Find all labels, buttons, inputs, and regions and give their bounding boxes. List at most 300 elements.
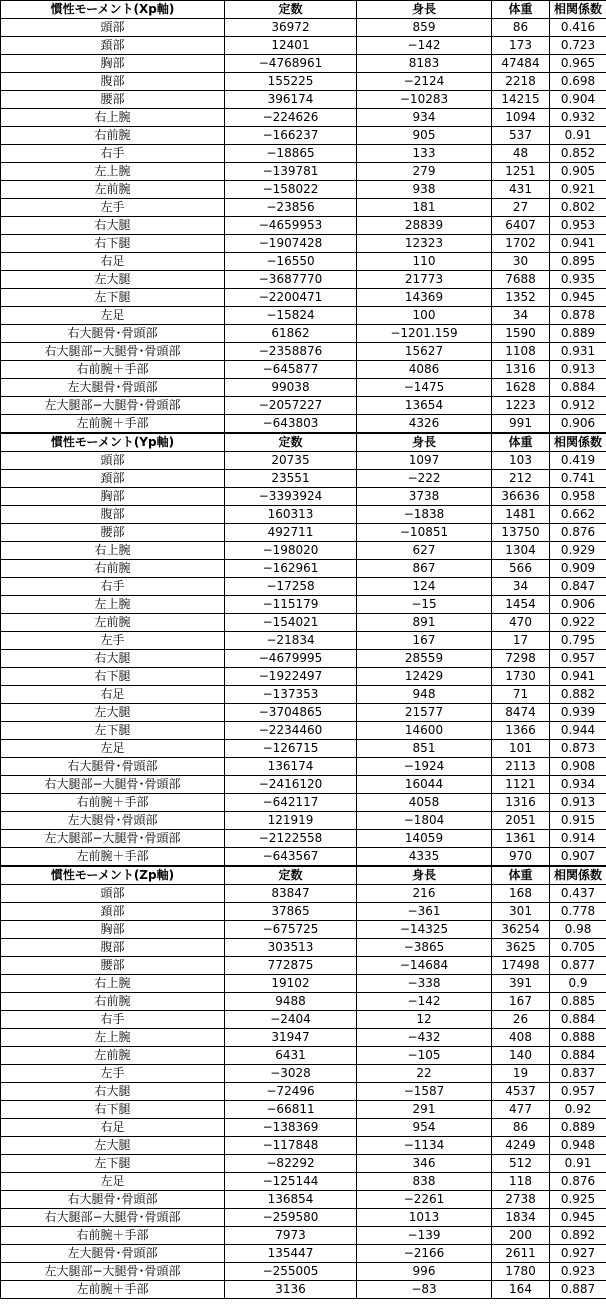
value-cell-weight: 408 [492, 1029, 550, 1047]
table-row [1, 596, 606, 614]
value-cell-correlation: 0.958 [550, 488, 606, 506]
value-cell-height: −139 [357, 1227, 492, 1245]
value-cell-weight: 30 [492, 253, 550, 271]
table-row [1, 1281, 606, 1299]
value-cell-correlation: 0.913 [550, 794, 606, 812]
value-cell-height: 110 [357, 253, 492, 271]
value-cell-correlation: 0.907 [550, 848, 606, 867]
table-row [1, 740, 606, 758]
table-row [1, 253, 606, 271]
column-header-height: 身長 [357, 1, 492, 19]
value-cell-weight: 7298 [492, 650, 550, 668]
value-cell-height: −14684 [357, 957, 492, 975]
value-cell-weight: 2738 [492, 1191, 550, 1209]
value-cell-correlation: 0.878 [550, 307, 606, 325]
value-cell-correlation: 0.905 [550, 163, 606, 181]
body-part-cell: 左大腿 [1, 704, 225, 722]
value-cell-weight: 1251 [492, 163, 550, 181]
body-part-cell: 右足 [1, 253, 225, 271]
table-row [1, 361, 606, 379]
value-cell-height: 279 [357, 163, 492, 181]
body-part-cell: 右上腕 [1, 542, 225, 560]
value-cell-correlation: 0.889 [550, 1119, 606, 1137]
value-cell-constant: 20735 [225, 452, 357, 470]
body-part-cell: 右大腿 [1, 1083, 225, 1101]
value-cell-height: −222 [357, 470, 492, 488]
value-cell-correlation: 0.931 [550, 343, 606, 361]
value-cell-height: 938 [357, 181, 492, 199]
body-part-cell: 頭部 [1, 885, 225, 903]
table-row [1, 794, 606, 812]
value-cell-height: −1134 [357, 1137, 492, 1155]
table-row [1, 109, 606, 127]
table-row [1, 1011, 606, 1029]
body-part-cell: 左下腿 [1, 722, 225, 740]
value-cell-height: −1924 [357, 758, 492, 776]
value-cell-height: −1838 [357, 506, 492, 524]
body-part-cell: 左下腿 [1, 289, 225, 307]
body-part-cell: 左足 [1, 740, 225, 758]
value-cell-weight: 8474 [492, 704, 550, 722]
value-cell-constant: −198020 [225, 542, 357, 560]
value-cell-weight: 1316 [492, 361, 550, 379]
value-cell-correlation: 0.437 [550, 885, 606, 903]
value-cell-correlation: 0.945 [550, 1209, 606, 1227]
value-cell-correlation: 0.876 [550, 1173, 606, 1191]
table-row [1, 975, 606, 993]
value-cell-constant: −643803 [225, 415, 357, 434]
table-row [1, 524, 606, 542]
table-row [1, 560, 606, 578]
value-cell-weight: 17498 [492, 957, 550, 975]
value-cell-height: 124 [357, 578, 492, 596]
value-cell-constant: 303513 [225, 939, 357, 957]
body-part-cell: 右手 [1, 578, 225, 596]
value-cell-constant: −23856 [225, 199, 357, 217]
value-cell-constant: −645877 [225, 361, 357, 379]
value-cell-height: −432 [357, 1029, 492, 1047]
value-cell-height: 181 [357, 199, 492, 217]
column-header-weight: 体重 [492, 433, 550, 452]
value-cell-correlation: 0.802 [550, 199, 606, 217]
value-cell-height: −15 [357, 596, 492, 614]
value-cell-constant: −138369 [225, 1119, 357, 1137]
value-cell-constant: −2358876 [225, 343, 357, 361]
value-cell-height: 627 [357, 542, 492, 560]
value-cell-correlation: 0.965 [550, 55, 606, 73]
value-cell-constant: 160313 [225, 506, 357, 524]
value-cell-height: 996 [357, 1263, 492, 1281]
value-cell-weight: 47484 [492, 55, 550, 73]
value-cell-weight: 1590 [492, 325, 550, 343]
value-cell-weight: 34 [492, 307, 550, 325]
value-cell-height: 905 [357, 127, 492, 145]
value-cell-weight: 1481 [492, 506, 550, 524]
section-title: 慣性モーメント(Yp軸) [1, 433, 225, 452]
body-part-cell: 右前腕＋手部 [1, 794, 225, 812]
column-header-weight: 体重 [492, 866, 550, 885]
value-cell-weight: 1352 [492, 289, 550, 307]
value-cell-weight: 1121 [492, 776, 550, 794]
value-cell-height: −2124 [357, 73, 492, 91]
value-cell-correlation: 0.852 [550, 145, 606, 163]
value-cell-correlation: 0.941 [550, 668, 606, 686]
value-cell-correlation: 0.884 [550, 379, 606, 397]
body-part-cell: 腹部 [1, 73, 225, 91]
section-header-row [1, 1, 606, 19]
table-row [1, 1137, 606, 1155]
table-row [1, 91, 606, 109]
body-part-cell: 右足 [1, 686, 225, 704]
body-part-cell: 腰部 [1, 957, 225, 975]
value-cell-correlation: 0.887 [550, 1281, 606, 1299]
value-cell-weight: 1454 [492, 596, 550, 614]
value-cell-weight: 34 [492, 578, 550, 596]
value-cell-correlation: 0.741 [550, 470, 606, 488]
body-part-cell: 腹部 [1, 506, 225, 524]
value-cell-height: 14600 [357, 722, 492, 740]
value-cell-correlation: 0.935 [550, 271, 606, 289]
body-part-cell: 左前腕 [1, 181, 225, 199]
column-header-constant: 定数 [225, 866, 357, 885]
value-cell-weight: 477 [492, 1101, 550, 1119]
table-row [1, 1209, 606, 1227]
value-cell-height: 346 [357, 1155, 492, 1173]
value-cell-correlation: 0.98 [550, 921, 606, 939]
value-cell-weight: 2218 [492, 73, 550, 91]
value-cell-constant: −224626 [225, 109, 357, 127]
body-part-cell: 左大腿部−大腿骨･骨頭部 [1, 830, 225, 848]
body-part-cell: 右下腿 [1, 1101, 225, 1119]
value-cell-correlation: 0.923 [550, 1263, 606, 1281]
body-part-cell: 右下腿 [1, 235, 225, 253]
value-cell-weight: 164 [492, 1281, 550, 1299]
table-row [1, 632, 606, 650]
value-cell-weight: 19 [492, 1065, 550, 1083]
value-cell-weight: 200 [492, 1227, 550, 1245]
value-cell-height: 12429 [357, 668, 492, 686]
table-row [1, 145, 606, 163]
body-part-cell: 胸部 [1, 488, 225, 506]
value-cell-height: −1587 [357, 1083, 492, 1101]
value-cell-correlation: 0.885 [550, 993, 606, 1011]
table-row [1, 19, 606, 37]
table-row [1, 488, 606, 506]
body-part-cell: 胸部 [1, 921, 225, 939]
body-part-cell: 右大腿 [1, 217, 225, 235]
value-cell-constant: 136174 [225, 758, 357, 776]
table-row [1, 993, 606, 1011]
value-cell-weight: 1834 [492, 1209, 550, 1227]
table-row [1, 289, 606, 307]
value-cell-correlation: 0.957 [550, 650, 606, 668]
section-title: 慣性モーメント(Xp軸) [1, 1, 225, 19]
body-part-cell: 右上腕 [1, 975, 225, 993]
value-cell-constant: −18865 [225, 145, 357, 163]
value-cell-constant: −162961 [225, 560, 357, 578]
value-cell-constant: 121919 [225, 812, 357, 830]
value-cell-weight: 118 [492, 1173, 550, 1191]
body-part-cell: 腰部 [1, 91, 225, 109]
body-part-cell: 左大腿 [1, 271, 225, 289]
value-cell-height: 15627 [357, 343, 492, 361]
value-cell-weight: 1702 [492, 235, 550, 253]
value-cell-correlation: 0.915 [550, 812, 606, 830]
value-cell-weight: 970 [492, 848, 550, 867]
value-cell-constant: 31947 [225, 1029, 357, 1047]
body-part-cell: 右下腿 [1, 668, 225, 686]
value-cell-weight: 173 [492, 37, 550, 55]
body-part-cell: 右大腿骨･骨頭部 [1, 325, 225, 343]
value-cell-correlation: 0.92 [550, 1101, 606, 1119]
body-part-cell: 左上腕 [1, 163, 225, 181]
value-cell-weight: 512 [492, 1155, 550, 1173]
value-cell-height: 167 [357, 632, 492, 650]
table-row [1, 1029, 606, 1047]
value-cell-weight: 4537 [492, 1083, 550, 1101]
value-cell-constant: 23551 [225, 470, 357, 488]
value-cell-weight: 14215 [492, 91, 550, 109]
body-part-cell: 右大腿 [1, 650, 225, 668]
table-row [1, 1227, 606, 1245]
value-cell-constant: −259580 [225, 1209, 357, 1227]
value-cell-correlation: 0.882 [550, 686, 606, 704]
value-cell-correlation: 0.909 [550, 560, 606, 578]
value-cell-constant: −675725 [225, 921, 357, 939]
value-cell-weight: 1780 [492, 1263, 550, 1281]
table-row [1, 1119, 606, 1137]
table-row [1, 542, 606, 560]
value-cell-constant: −4659953 [225, 217, 357, 235]
table-row [1, 776, 606, 794]
value-cell-correlation: 0.877 [550, 957, 606, 975]
value-cell-height: 22 [357, 1065, 492, 1083]
value-cell-correlation: 0.927 [550, 1245, 606, 1263]
body-part-cell: 右足 [1, 1119, 225, 1137]
body-part-cell: 右前腕＋手部 [1, 361, 225, 379]
value-cell-height: −1475 [357, 379, 492, 397]
value-cell-weight: 101 [492, 740, 550, 758]
value-cell-constant: 772875 [225, 957, 357, 975]
table-row [1, 1263, 606, 1281]
table-row [1, 957, 606, 975]
value-cell-constant: −154021 [225, 614, 357, 632]
value-cell-height: −142 [357, 37, 492, 55]
value-cell-height: 1097 [357, 452, 492, 470]
body-part-cell: 右前腕 [1, 993, 225, 1011]
value-cell-height: −1804 [357, 812, 492, 830]
value-cell-weight: 301 [492, 903, 550, 921]
value-cell-correlation: 0.913 [550, 361, 606, 379]
value-cell-height: 16044 [357, 776, 492, 794]
value-cell-constant: −3687770 [225, 271, 357, 289]
section-header-row [1, 866, 606, 885]
value-cell-height: 1013 [357, 1209, 492, 1227]
value-cell-weight: 7688 [492, 271, 550, 289]
value-cell-correlation: 0.873 [550, 740, 606, 758]
value-cell-height: 4058 [357, 794, 492, 812]
value-cell-weight: 36636 [492, 488, 550, 506]
value-cell-height: −1201.159 [357, 325, 492, 343]
value-cell-weight: 86 [492, 19, 550, 37]
value-cell-weight: 2051 [492, 812, 550, 830]
value-cell-height: 13654 [357, 397, 492, 415]
value-cell-weight: 1730 [492, 668, 550, 686]
value-cell-height: 867 [357, 560, 492, 578]
value-cell-constant: −21834 [225, 632, 357, 650]
table-row [1, 1083, 606, 1101]
body-part-cell: 右前腕 [1, 127, 225, 145]
body-part-cell: 左前腕＋手部 [1, 848, 225, 867]
value-cell-weight: 1366 [492, 722, 550, 740]
value-cell-height: 28559 [357, 650, 492, 668]
value-cell-constant: −82292 [225, 1155, 357, 1173]
body-part-cell: 右前腕 [1, 560, 225, 578]
body-part-cell: 左大腿部−大腿骨･骨頭部 [1, 397, 225, 415]
value-cell-height: 291 [357, 1101, 492, 1119]
value-cell-constant: 12401 [225, 37, 357, 55]
table-row [1, 379, 606, 397]
value-cell-correlation: 0.847 [550, 578, 606, 596]
value-cell-height: 14059 [357, 830, 492, 848]
value-cell-correlation: 0.932 [550, 109, 606, 127]
value-cell-constant: −2404 [225, 1011, 357, 1029]
body-part-cell: 腰部 [1, 524, 225, 542]
value-cell-weight: 1304 [492, 542, 550, 560]
column-header-constant: 定数 [225, 1, 357, 19]
body-part-cell: 左手 [1, 632, 225, 650]
value-cell-constant: 3136 [225, 1281, 357, 1299]
value-cell-height: 8183 [357, 55, 492, 73]
value-cell-correlation: 0.939 [550, 704, 606, 722]
table-row [1, 1047, 606, 1065]
section-title: 慣性モーメント(Zp軸) [1, 866, 225, 885]
value-cell-correlation: 0.895 [550, 253, 606, 271]
value-cell-height: 21577 [357, 704, 492, 722]
table-row [1, 325, 606, 343]
value-cell-weight: 566 [492, 560, 550, 578]
table-row [1, 1173, 606, 1191]
body-part-cell: 左大腿部−大腿骨･骨頭部 [1, 1263, 225, 1281]
table-row [1, 343, 606, 361]
value-cell-weight: 27 [492, 199, 550, 217]
value-cell-weight: 1094 [492, 109, 550, 127]
body-part-cell: 左足 [1, 307, 225, 325]
value-cell-correlation: 0.892 [550, 1227, 606, 1245]
value-cell-constant: −255005 [225, 1263, 357, 1281]
value-cell-correlation: 0.904 [550, 91, 606, 109]
value-cell-constant: 37865 [225, 903, 357, 921]
value-cell-weight: 13750 [492, 524, 550, 542]
body-part-cell: 頭部 [1, 452, 225, 470]
value-cell-height: 12323 [357, 235, 492, 253]
table-body [1, 1, 606, 1299]
table-row [1, 939, 606, 957]
body-part-cell: 左前腕 [1, 1047, 225, 1065]
value-cell-weight: 1361 [492, 830, 550, 848]
body-part-cell: 左前腕 [1, 614, 225, 632]
value-cell-correlation: 0.723 [550, 37, 606, 55]
value-cell-height: 891 [357, 614, 492, 632]
body-part-cell: 左前腕＋手部 [1, 1281, 225, 1299]
value-cell-height: 3738 [357, 488, 492, 506]
value-cell-correlation: 0.953 [550, 217, 606, 235]
value-cell-correlation: 0.884 [550, 1047, 606, 1065]
value-cell-constant: 7973 [225, 1227, 357, 1245]
value-cell-height: 28839 [357, 217, 492, 235]
value-cell-weight: 6407 [492, 217, 550, 235]
value-cell-weight: 2113 [492, 758, 550, 776]
value-cell-weight: 391 [492, 975, 550, 993]
table-row [1, 1155, 606, 1173]
value-cell-constant: −139781 [225, 163, 357, 181]
value-cell-weight: 537 [492, 127, 550, 145]
table-row [1, 812, 606, 830]
value-cell-weight: 71 [492, 686, 550, 704]
value-cell-height: 934 [357, 109, 492, 127]
value-cell-correlation: 0.922 [550, 614, 606, 632]
value-cell-weight: 470 [492, 614, 550, 632]
value-cell-constant: −16550 [225, 253, 357, 271]
table-row [1, 271, 606, 289]
value-cell-constant: −2234460 [225, 722, 357, 740]
value-cell-weight: 4249 [492, 1137, 550, 1155]
value-cell-constant: −72496 [225, 1083, 357, 1101]
value-cell-correlation: 0.795 [550, 632, 606, 650]
value-cell-constant: −137353 [225, 686, 357, 704]
value-cell-constant: −17258 [225, 578, 357, 596]
value-cell-constant: −158022 [225, 181, 357, 199]
value-cell-weight: 17 [492, 632, 550, 650]
value-cell-weight: 1316 [492, 794, 550, 812]
body-part-cell: 右大腿部−大腿骨･骨頭部 [1, 1209, 225, 1227]
value-cell-correlation: 0.705 [550, 939, 606, 957]
column-header-correlation: 相関係数 [550, 866, 606, 885]
value-cell-correlation: 0.662 [550, 506, 606, 524]
value-cell-correlation: 0.416 [550, 19, 606, 37]
value-cell-constant: 99038 [225, 379, 357, 397]
table-row [1, 830, 606, 848]
value-cell-correlation: 0.419 [550, 452, 606, 470]
value-cell-weight: 991 [492, 415, 550, 434]
table-row [1, 1245, 606, 1263]
value-cell-constant: −2416120 [225, 776, 357, 794]
value-cell-height: −142 [357, 993, 492, 1011]
body-part-cell: 左大腿 [1, 1137, 225, 1155]
value-cell-weight: 1223 [492, 397, 550, 415]
value-cell-constant: 492711 [225, 524, 357, 542]
table-row [1, 415, 606, 434]
body-part-cell: 左大腿骨･骨頭部 [1, 812, 225, 830]
value-cell-height: −2261 [357, 1191, 492, 1209]
value-cell-weight: 36254 [492, 921, 550, 939]
value-cell-correlation: 0.948 [550, 1137, 606, 1155]
value-cell-correlation: 0.914 [550, 830, 606, 848]
table-row [1, 55, 606, 73]
value-cell-weight: 168 [492, 885, 550, 903]
value-cell-height: −361 [357, 903, 492, 921]
value-cell-weight: 1628 [492, 379, 550, 397]
table-row [1, 848, 606, 867]
value-cell-weight: 167 [492, 993, 550, 1011]
value-cell-correlation: 0.941 [550, 235, 606, 253]
value-cell-height: 21773 [357, 271, 492, 289]
table-row [1, 1191, 606, 1209]
body-part-cell: 頚部 [1, 470, 225, 488]
value-cell-weight: 48 [492, 145, 550, 163]
value-cell-constant: 136854 [225, 1191, 357, 1209]
value-cell-constant: −117848 [225, 1137, 357, 1155]
